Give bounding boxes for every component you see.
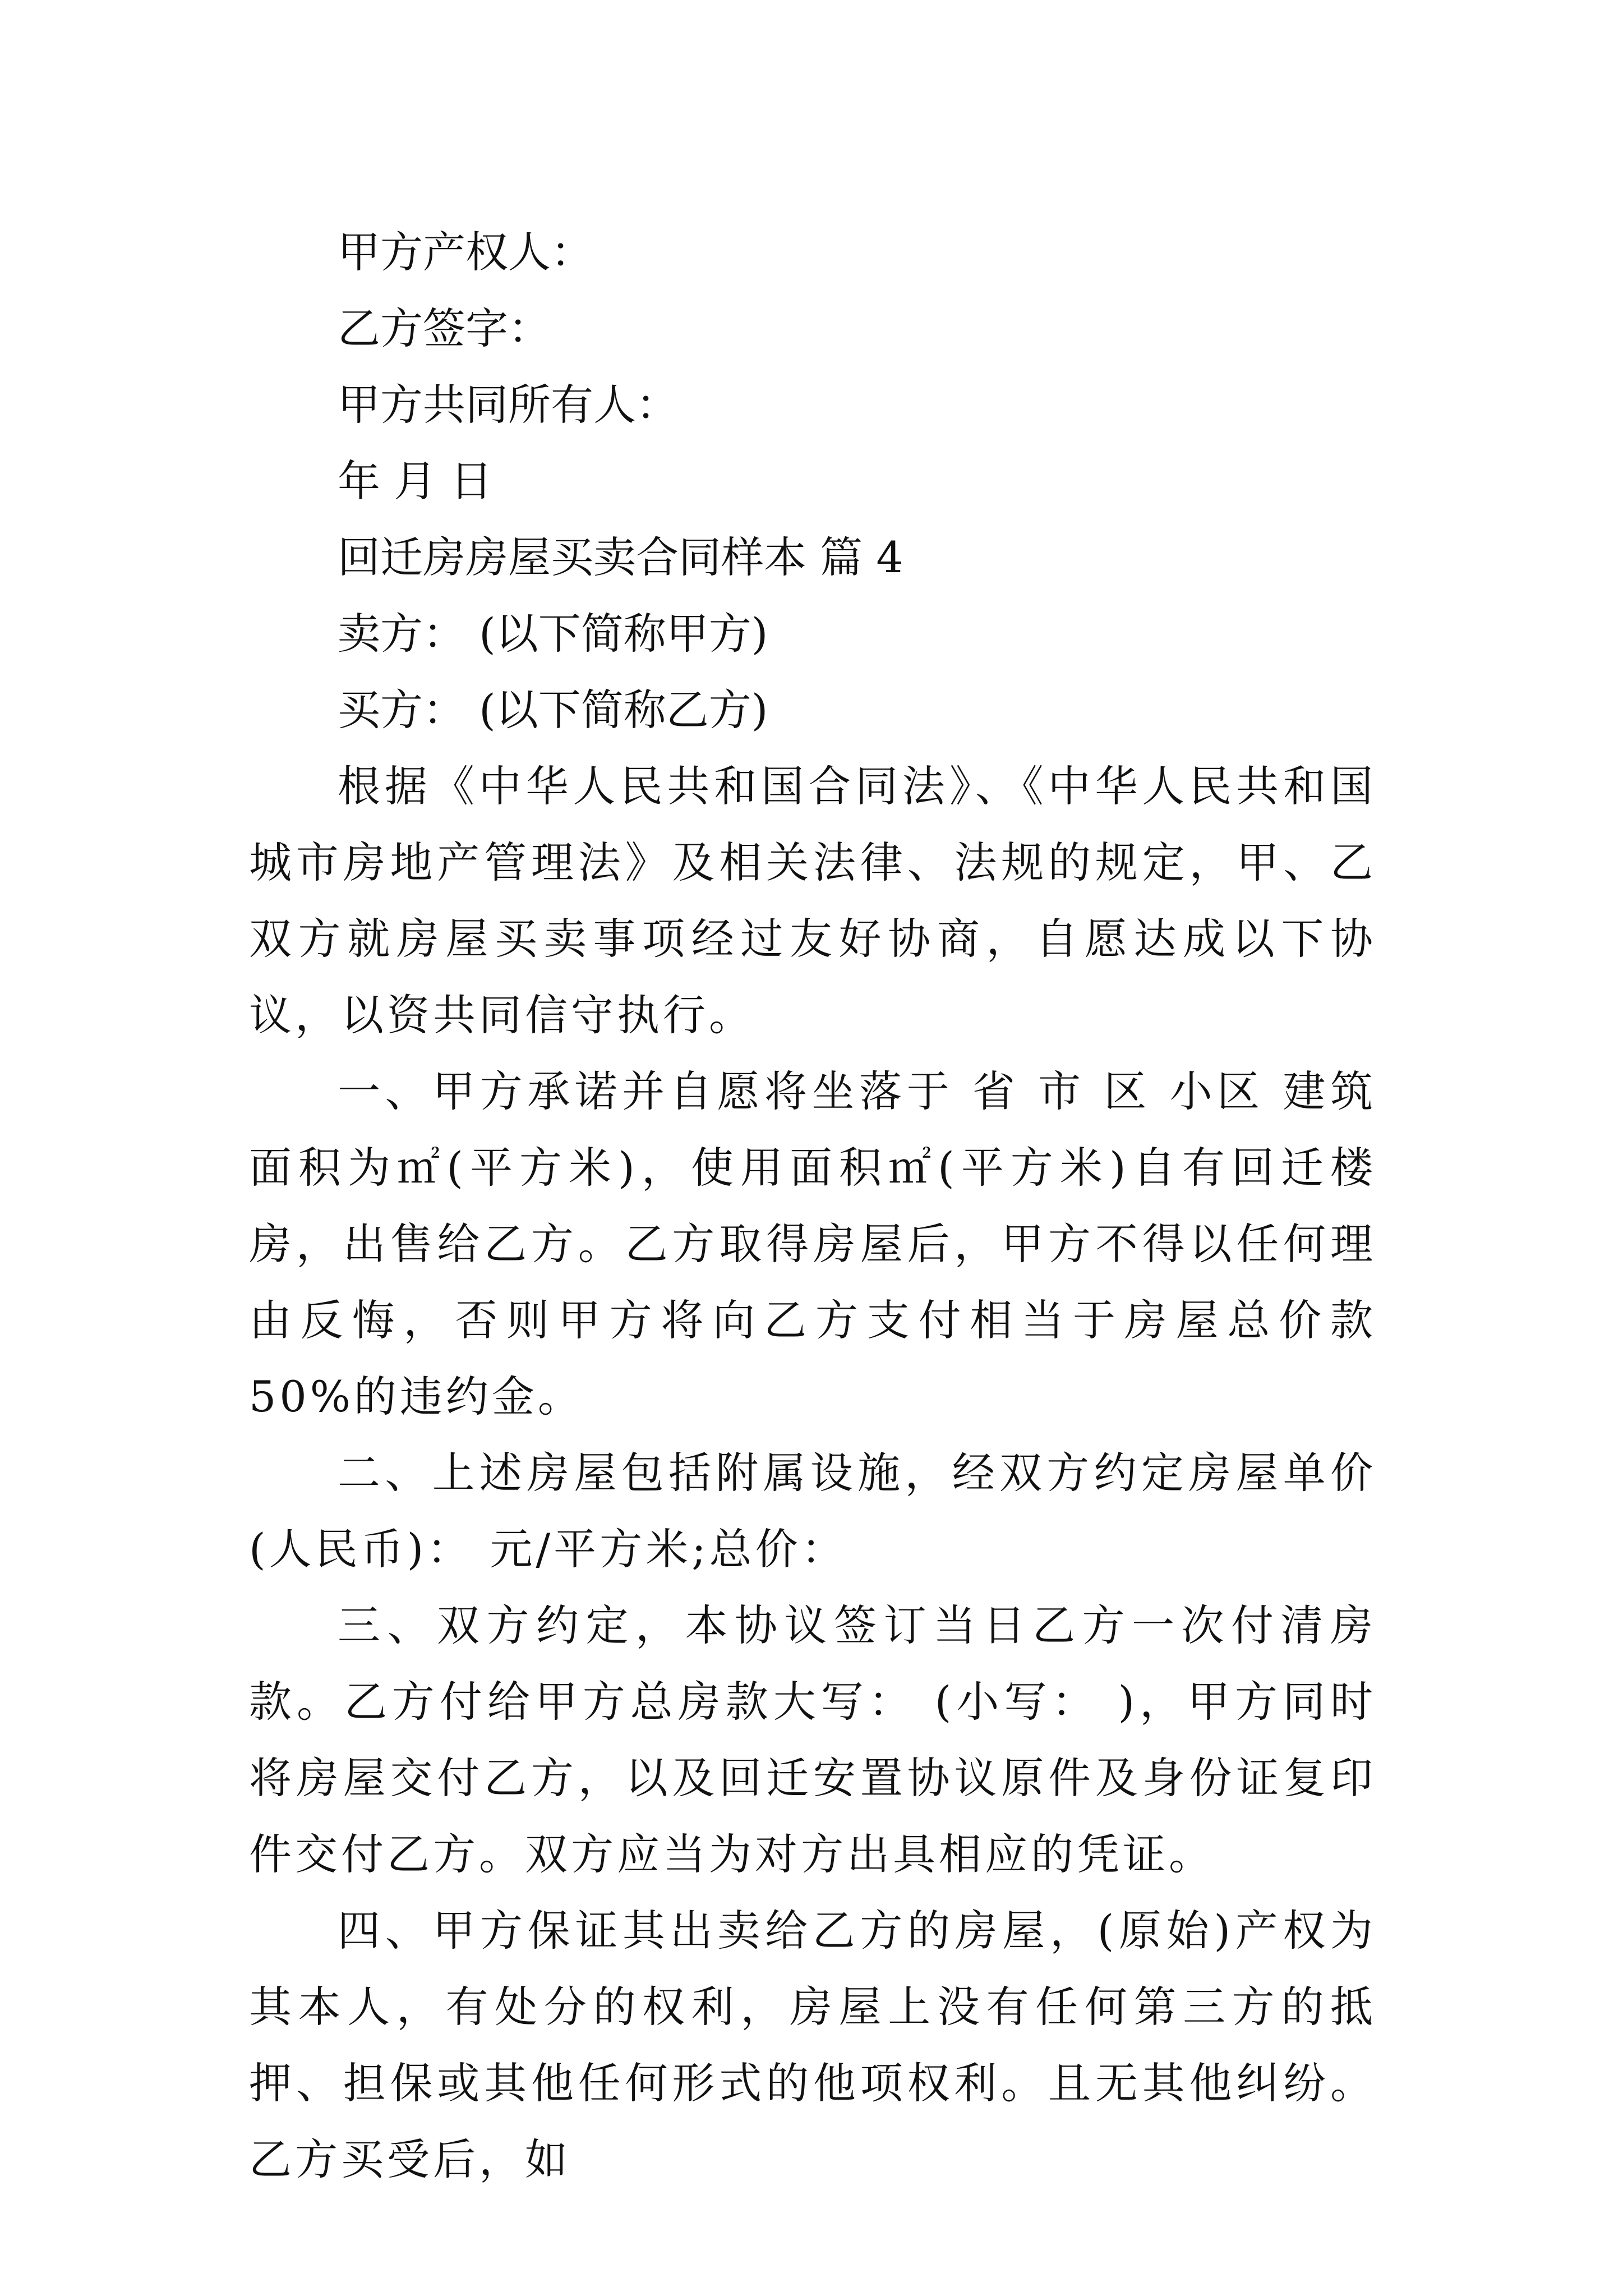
document-body — [249, 214, 1376, 2198]
preamble-paragraph: 根据《中华人民共和国合同法》、《中华人民共和国城市房地产管理法》及相关法律、法规的规定，甲、乙双方就房屋买卖事项经过友好协商，自愿达成以下协议，以资共同信守执行。 — [249, 761, 1376, 1040]
clause-3-paragraph: 三、双方约定，本协议签订当日乙方一次付清房款。乙方付给甲方总房款大写： (小写： )，甲方同时将房屋交付乙方，以及回迁安置协议原件及身份证复印件交付乙方。双方应当为对方出具相应的凭证。 — [249, 1600, 1376, 1879]
co-owner-signature-line: 甲方共同所有人： — [338, 380, 679, 430]
clause-1-paragraph: 一、甲方承诺并自愿将坐落于 省 市 区 小区 建筑面积为㎡(平方米)，使用面积㎡(平方米)自有回迁楼房，出售给乙方。乙方取得房屋后，甲方不得以任何理由反悔，否则甲方将向乙方支付相当于房屋总价款 50%的违约金。 — [249, 1066, 1376, 1421]
buyer-line: 买方： (以下简称乙方) — [338, 685, 768, 735]
owner-signature-line: 甲方产权人： — [338, 227, 593, 277]
clause-2-paragraph: 二、上述房屋包括附属设施，经双方约定房屋单价(人民币)： 元/平方米;总价： — [249, 1448, 1376, 1574]
clause-4-paragraph: 四、甲方保证其出卖给乙方的房屋，(原始)产权为其本人，有处分的权利，房屋上没有任何第三方的抵押、担保或其他任何形式的他项权利。且无其他纠纷。乙方买受后，如 — [249, 1906, 1376, 2184]
section-title: 回迁房房屋买卖合同样本 篇 4 — [338, 532, 903, 582]
seller-line: 卖方： (以下简称甲方) — [338, 609, 768, 659]
date-line: 年 月 日 — [338, 456, 493, 506]
buyer-signature-line: 乙方签字： — [338, 303, 551, 353]
